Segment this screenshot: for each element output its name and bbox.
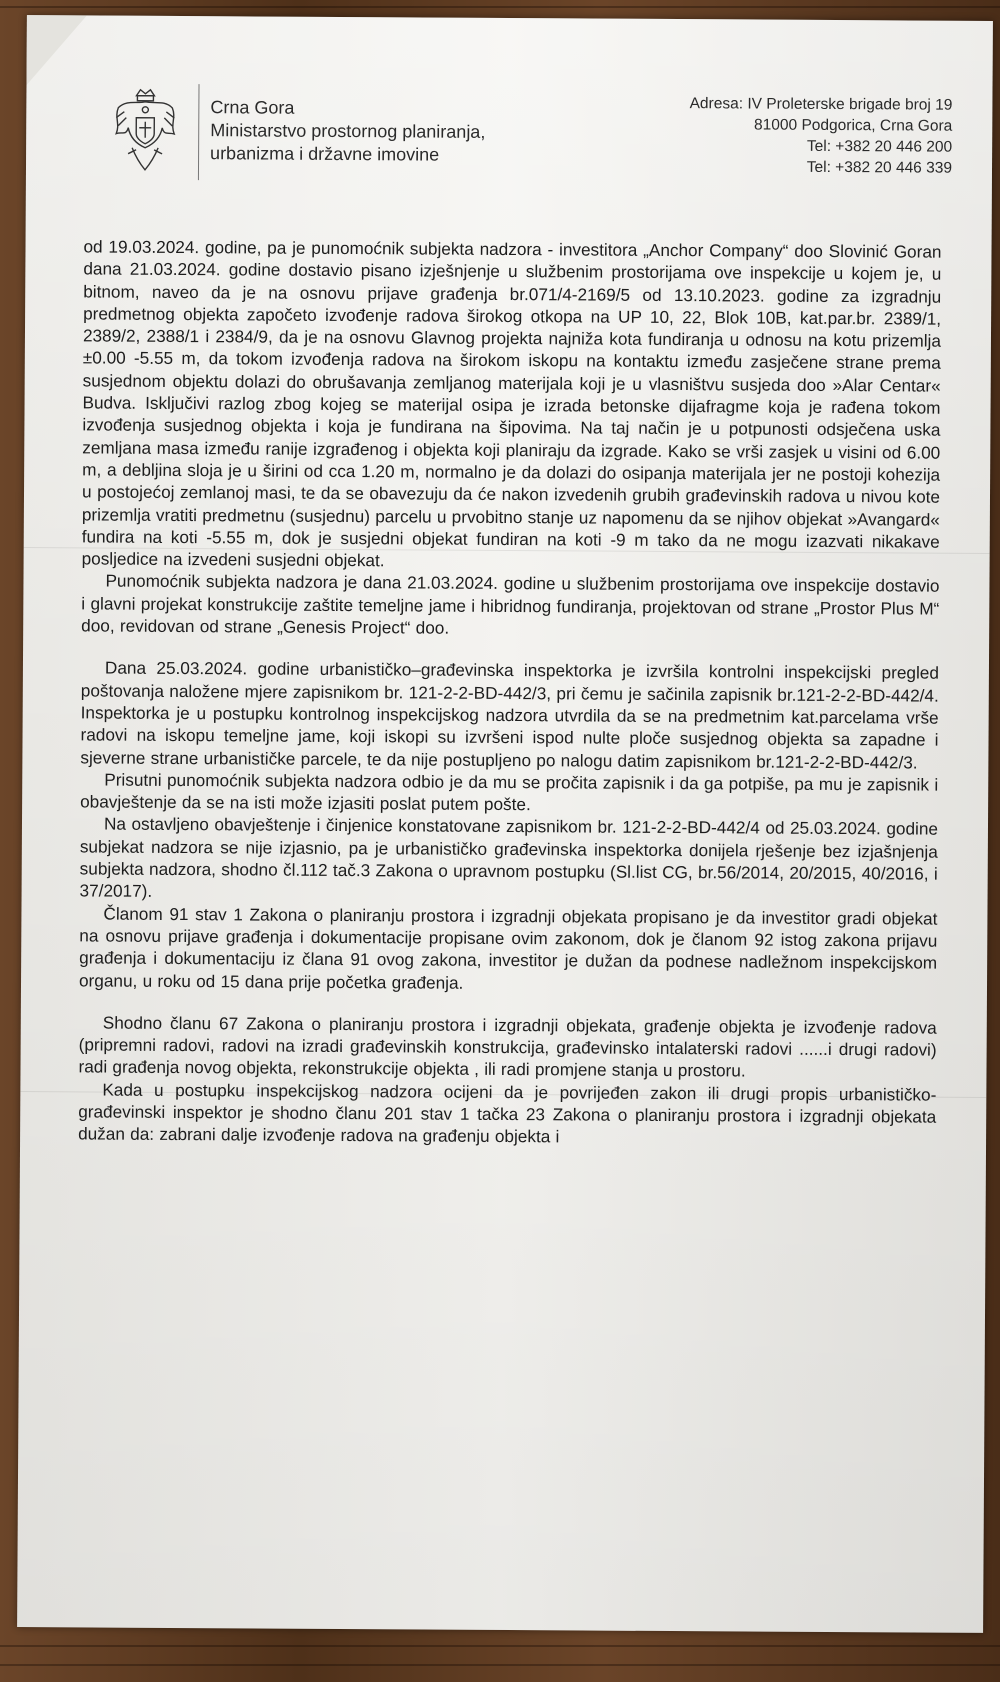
wood-grain — [0, 1645, 1000, 1647]
paragraph: Članom 91 stav 1 Zakona o planiranju prostora i izgradnji objekata propisano je da investitor gradi objekat na osnovu prijave građenja i dokumentacije propisane ovim zakonom, dok je članom 92 istog zakona prijavu građenja i dokumentaciju iz člana 91 ovog zakona, investitor je dužan da podnese nadležnom inspekcijskom organu, u roku od 15 dana prije početka građenja. — [78, 903, 938, 993]
document-page — [17, 15, 993, 1633]
wood-grain — [0, 1664, 1000, 1666]
header-divider — [198, 84, 200, 180]
paragraph: Punomoćnik subjekta nadzora je dana 21.03.2024. godine u službenim prostorijama ove inspekcije dostavio i glavni projekat konstrukcije zaštite temeljne jame i hibridnog fundiranja, projektovan od strane „Prostor Plus M“ doo, revidovan od strane „Genesis Project“ doo. — [81, 571, 940, 638]
folded-corner — [27, 15, 87, 85]
paragraph: Dana 25.03.2024. godine urbanističko–građevinska inspektorka je izvršila kontrolni inspekcijski pregled poštovanja naložene mjere zapisnikom br. 121-2-2-BD-442/3, pri čemu je sačinila zapisnik br.121-2-2-BD-442/4. Inspektorka je u postupku kontrolnog inspekcijskog nadzora utvrdila da se na predmetnim kat.parcelama vrše radovi na iskopu temeljne jame, koji iskopi su izvršeni ispod nulte ploče susjednog objekta sa zapadne i sjeverne strane urbanističke parcele, te da nije postupljeno po nalogu datim zapisnikom br.121-2-2-BD-442/3. — [80, 657, 939, 773]
phone-line: Tel: +382 20 446 339 — [806, 158, 953, 177]
address-line: Adresa: IV Proleterske brigade broj 19 — [689, 95, 953, 114]
country-line: Crna Gora — [210, 97, 295, 118]
ministry-line: Ministarstvo prostornog planiranja, — [210, 120, 486, 142]
letterhead — [106, 72, 967, 187]
city-line: 81000 Podgorica, Crna Gora — [754, 116, 953, 135]
paragraph: od 19.03.2024. godine, pa je punomoćnik subjekta nadzora - investitora „Anchor Company“ doo Slovinić Goran dana 21.03.2024. godine dostavio pisano izješnjenje u službenim prostorijama ove inspekcije u kojem je, u bitnom, naveo da je na osnovu prijave građenja br.071/4-2169/5 od 13.10.2023. godine za izgradnju predmetnog objekta započeto izvođenje radova širokog otkopa na UP 10, 22, Blok 10B, kat.par.br. 2389/1, 2389/2, 2388/1 i 2384/9, da je na osnovu Glavnog projekta najniža kota fundiranja u odnosu na kotu prizemlja ±0.00 -5.55 m, da tokom izvođenja radova na širokom iskopu na kontaktu između zasječene strane prema susjednom objektu dolazi do obrušavanja zemljanog materijala koji je u vlasništvu susjeda doo »Alar Centar« Budva. Isključivi razlog zbog kojeg se materijal osipa je izrada betonske dijafragme koja je rađena tokom izvođenja susjednog objekta i koja je fundirana na šipovima. Na taj način je u potpunosti odsječena uska zemljana masa između ranije izgrađenog i objekta koji planiraju da izgrade. Kako se vrši zasjek u visini od 6.00 m, a debljina sloja je u širini od cca 1.20 m, normalno je da dolazi do osipanja materijala jer ne postoji kohezija u postojećoj zemlanoj masi, te da se obavezuju da će nakon izvedenih grubih građevinskih radova u nivou kote prizemlja vratiti predmetnu (susjednu) parcelu u prvobitno stanje uz napomenu da se njihov objekat »Avangard« fundira na koti -5.55 m, dok je susjedni objekat fundiran na koti -9 m tako da ne mogu izazvati nikakave posljedice na izvedeni susjedni objekat. — [81, 236, 942, 571]
paragraph: Kada u postupku inspekcijskog nadzora ocijeni da je povrijeđen zakon ili drugi propis urbanističko-građevinski inspektor je shodno članu 201 stav 1 tačka 23 Zakona o planiranju prostora i izgradnji objekata dužan da: zabrani dalje izvođenje radova na građenju objekta i — [78, 1079, 937, 1147]
ministry-name — [210, 96, 486, 167]
paragraph: Prisutni punomoćnik subjekta nadzora odbio je da mu se pročita zapisnik i da ga potpiše, pa mu je zapisnik i obavještenje da se na isti može izjasiti poslat putem pošte. — [80, 769, 939, 815]
paragraph: Shodno članu 67 Zakona o planiranju prostora i izgradnji objekata, građenje objekta je izvođenje radova (pripremni radovi, radovi na izradi građevinskih konstrukcija, građevinsko intalaterski radovi ......i drugi radovi) radi građenja novog objekta, rekonstrukcije objekta , ili radi promjene stanja u prostoru. — [78, 1012, 937, 1081]
document-body — [78, 235, 942, 1150]
ministry-line: urbanizma i državne imovine — [210, 143, 440, 165]
paragraph: Na ostavljeno obavještenje i činjenice konstatovane zapisnikom br. 121-2-2-BD-442/4 od 25.03.2024. godine subjekat nadzora se nije izjasnio, pa je urbanističko građevinska inspektorka donijela rješenje bez izjašnjenja subjekta nadzora, shodno čl.112 tač.3 Zakona o upravnom postupku (Sl.list CG, br.56/2014, 20/2015, 40/2016, i 37/2017). — [79, 813, 939, 902]
montenegro-coat-of-arms-icon — [106, 88, 185, 174]
wood-grain — [0, 6, 1000, 8]
phone-line: Tel: +382 20 446 200 — [806, 137, 953, 156]
address-block — [689, 93, 952, 179]
